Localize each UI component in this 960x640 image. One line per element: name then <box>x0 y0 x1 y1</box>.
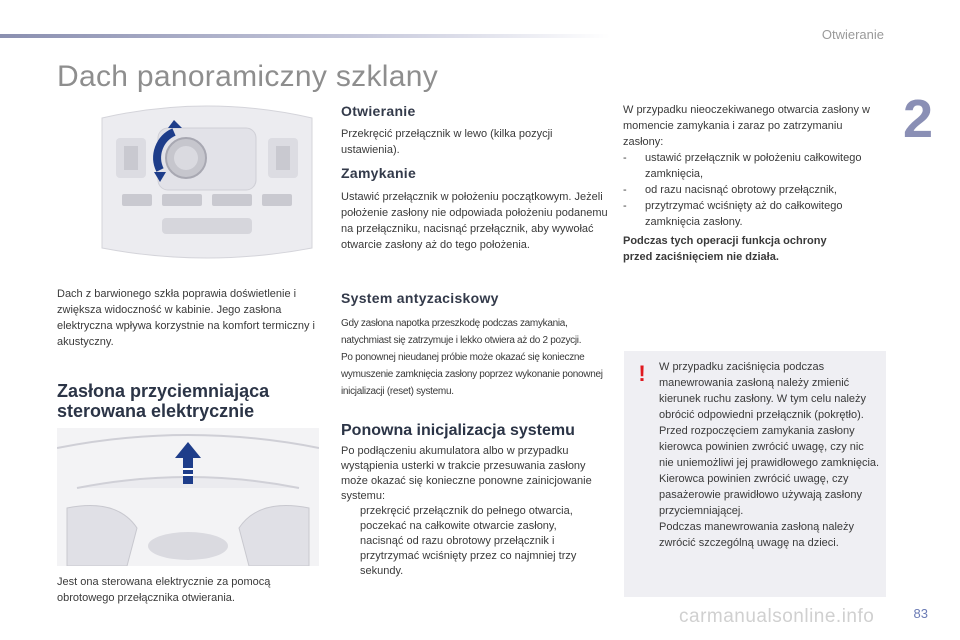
zaslona-caption: Jest ona sterowana elektrycznie za pomocą obrotowego przełącznika otwierania. <box>57 576 271 604</box>
list-item: poczekać na całkowite otwarcie zasłony, <box>360 520 557 532</box>
zaslona-heading <box>57 381 319 421</box>
zaslona-heading-line1: Zasłona przyciemniająca <box>57 381 270 401</box>
list-item: - ustawić przełącznik w położeniu całkowitego zamknięcia, <box>623 152 862 180</box>
ceiling-console-drawing <box>96 98 318 264</box>
dash-icon: - <box>623 152 627 164</box>
header-rule <box>0 34 610 38</box>
system-text-1: Gdy zasłona napotka przeszkodę podczas zamykania, natychmiast się zatrzymuje i lekko otwiera aż do 2 pozycji. <box>341 318 582 346</box>
warning-text <box>659 359 881 551</box>
dash-icon: - <box>623 184 627 196</box>
right-list <box>623 150 885 230</box>
warning-p3: Kierowca powinien zwrócić uwagę, czy pasażerowie prawidłowo używają zasłony przyciemniającej. <box>659 473 862 517</box>
warning-icon: ! <box>638 361 646 386</box>
zaslona-heading-line2: sterowana elektrycznie <box>57 401 255 421</box>
ponowna-text: Po podłączeniu akumulatora albo w przypadku wystąpienia usterki w trakcie przesuwania zasłony może okazać się konieczne ponowne zainicjowanie systemu: <box>341 445 592 502</box>
zamykanie-text: Ustawić przełącznik w położeniu początkowym. Jeżeli położenie zasłony nie odpowiada położeniu podanemu na przełączniku, nacisnąć przełącznik, aby wywołać otwarcie zasłony aż do tego położenia. <box>341 191 608 251</box>
page-title: Dach panoramiczny szklany <box>57 60 438 93</box>
ponowna-heading: Ponowna inicjalizacja systemu <box>341 422 575 439</box>
list-item: przekręcić przełącznik do pełnego otwarcia, <box>360 505 573 517</box>
otwieranie-heading: Otwieranie <box>341 103 416 119</box>
zamykanie-heading: Zamykanie <box>341 165 417 181</box>
warning-p2: Przed rozpoczęciem zamykania zasłony kierowca powinien zwrócić uwagę, czy nic nie uniemożliwi jej prawidłowego zamknięcia. <box>659 425 880 469</box>
warning-box <box>624 351 886 597</box>
list-item: - przytrzymać wciśnięty aż do całkowitego zamknięcia zasłony. <box>623 200 843 228</box>
page-number: 83 <box>913 606 928 621</box>
warning-p1: W przypadku zaciśnięcia podczas manewrowania zasłoną należy zmienić kierunek ruchu zasłony. W tym celu należy obrócić odpowiedni przełącznik (pokrętło). <box>659 361 867 421</box>
ponowna-list <box>341 504 603 579</box>
warning-p4: Podczas manewrowania zasłoną należy zwrócić szczególną uwagę na dzieci. <box>659 521 855 549</box>
chapter-number: 2 <box>903 89 934 149</box>
ceiling-switch-illustration <box>96 98 318 264</box>
system-text <box>341 315 603 400</box>
list-item: nacisnąć od razu obrotowy przełącznik i przytrzymać wciśnięty przez co najmniej trzy sekundy. <box>360 535 577 577</box>
protection-note: Podczas tych operacji funkcja ochrony przed zaciśnięciem nie działa. <box>623 235 827 263</box>
system-heading: System antyzaciskowy <box>341 290 499 306</box>
list-item: - od razu nacisnąć obrotowy przełącznik, <box>623 184 837 196</box>
otwieranie-text: Przekręcić przełącznik w lewo (kilka pozycji ustawienia). <box>341 128 553 156</box>
system-text-2: Po ponownej nieudanej próbie może okazać się konieczne wymuszenie zamknięcia zasłony poprzez wykonanie ponownej inicjalizacji (reset) systemu. <box>341 352 603 397</box>
dash-icon: - <box>623 200 627 212</box>
section-header: Otwieranie <box>821 27 884 42</box>
cabin-drawing <box>57 428 319 566</box>
cabin-roof-illustration <box>57 428 319 566</box>
right-column-text <box>623 102 885 265</box>
intro-text: Dach z barwionego szkła poprawia doświetlenie i zwiększa widoczność w kabinie. Jego zasłona elektryczna wpływa korzystnie na komfort termiczny i akustyczny. <box>57 288 315 348</box>
right-intro: W przypadku nieoczekiwanego otwarcia zasłony w momencie zamykania i zaraz po zatrzymaniu zasłony: <box>623 104 871 148</box>
watermark: carmanualsonline.info <box>679 606 875 627</box>
ponowna-block <box>341 444 603 579</box>
